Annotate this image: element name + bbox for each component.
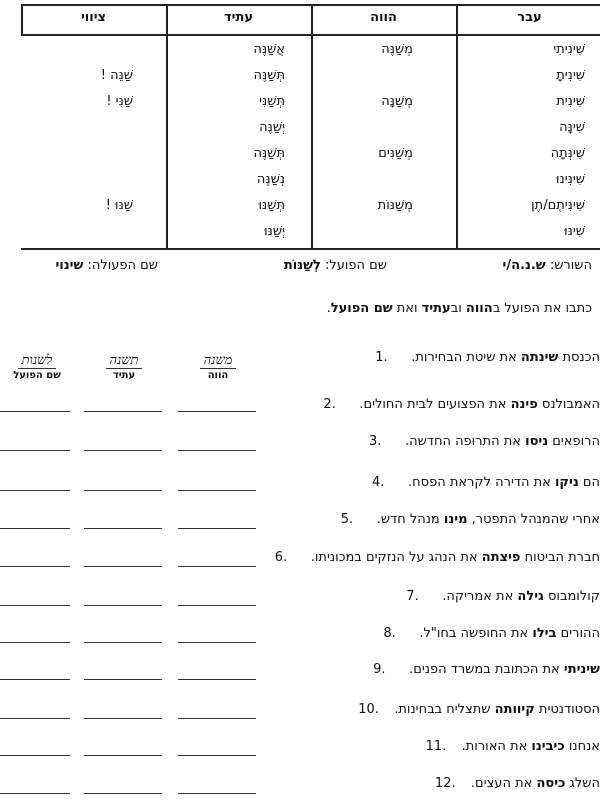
sentence-verb: מינו [443, 512, 468, 527]
imperative-cell: שַׁנֵּה ! [100, 68, 133, 83]
sentence-verb: כיבינו [531, 739, 565, 754]
future-answer-blank[interactable] [84, 718, 162, 719]
sentence-verb: כיסה [536, 776, 566, 791]
sentence [372, 475, 600, 490]
sentence-verb: פינה [510, 397, 538, 412]
future-answer-blank[interactable] [84, 490, 162, 491]
instr-text: ואת [392, 301, 422, 316]
future-cell: תְּשַׁנִּי [259, 94, 285, 109]
future-cell: אֲשַׁנֶּה [253, 42, 285, 57]
sentence-text: הם [578, 475, 600, 490]
header-future: עתיד [223, 10, 253, 25]
present-cell: מְשַׁנּוֹת [377, 198, 413, 213]
sentence-number: .6 [274, 550, 288, 565]
sentence-text: את האורות. [461, 739, 532, 754]
past-cell: שִׁינּוּ [564, 224, 585, 239]
future-answer-blank[interactable] [84, 528, 162, 529]
sentence-number: .7 [406, 589, 419, 604]
sentence-number: .12 [434, 776, 456, 791]
sentence-text: את אמריקה. [442, 589, 518, 604]
sentence [341, 512, 600, 527]
infinitive-answer-blank[interactable] [0, 605, 70, 606]
action-noun-value: שינוי [55, 258, 84, 273]
sentence-number: .2 [323, 397, 336, 412]
infinitive-column-label: שם הפועל [13, 370, 61, 381]
sentence-text: את הפצועים לבית החולים. [359, 397, 511, 412]
infinitive-answer-blank[interactable] [0, 755, 70, 756]
present-answer-blank[interactable] [178, 679, 256, 680]
sentence [275, 550, 600, 565]
instr-text: . [326, 301, 331, 316]
sentence-number: .8 [383, 626, 396, 641]
present-answer-blank[interactable] [178, 605, 256, 606]
imperative-cell: שַׁנּוּ ! [105, 198, 133, 213]
infinitive-answer-blank[interactable] [0, 642, 70, 643]
sentence [406, 589, 600, 604]
infinitive-label: שם הפועל: [324, 258, 387, 273]
sentence-text: את העצים. [470, 776, 537, 791]
header-present: הווה [370, 10, 397, 25]
future-answer-blank[interactable] [84, 450, 162, 451]
sentence [435, 776, 600, 791]
present-answer-blank[interactable] [178, 411, 256, 412]
sentence-text: הסטודנטית [534, 702, 600, 717]
sentence-verb: ניקו [554, 475, 579, 490]
root-label: השורש: [549, 258, 592, 273]
infinitive-value: לְשַׁנּוֹת [283, 258, 321, 273]
future-cell: תְּשַׁנּוּ [258, 198, 285, 213]
instr-text: וב [450, 301, 466, 316]
present-answer-blank[interactable] [178, 642, 256, 643]
infinitive-answer-blank[interactable] [0, 490, 70, 491]
sentence-text: את שיטת הבחירות. [411, 350, 521, 365]
sentence-text: את הדירה לקראת הפסח. [408, 475, 555, 490]
sentence [373, 662, 600, 677]
infinitive-answer-blank[interactable] [0, 450, 70, 451]
sentence-text: הכנסת [558, 350, 600, 365]
future-cell: תְּשַׁנֶּה [253, 146, 285, 161]
instr-bold-future: עתיד [421, 301, 451, 316]
imperative-cell: שַׁנִּי ! [106, 94, 133, 109]
past-cell: שִׁינִיתִי [553, 42, 585, 57]
sentence-text: את התרופה החדשה. [405, 434, 526, 449]
present-answer-blank[interactable] [178, 490, 256, 491]
instr-bold-present: הווה [465, 301, 493, 316]
sentence-number: .10 [358, 702, 379, 717]
present-answer-blank[interactable] [178, 566, 256, 567]
sentence-number: .9 [373, 662, 386, 677]
sentence [375, 350, 600, 365]
sentence-verb: ניסו [525, 434, 549, 449]
future-answer-blank[interactable] [84, 566, 162, 567]
infinitive-answer-blank[interactable] [0, 793, 70, 794]
past-cell: שִׁינִּיתֶם/תֶן [531, 198, 585, 213]
sentence [383, 626, 600, 641]
present-example: משנה [200, 352, 237, 369]
instr-text: כתבו את הפועל ב [492, 301, 592, 316]
sentence-text: אחרי שהמנהל התפטר, [467, 512, 600, 527]
present-answer-blank[interactable] [178, 528, 256, 529]
infinitive-answer-blank[interactable] [0, 718, 70, 719]
sentence-verb: גילה [517, 589, 544, 604]
infinitive-answer-blank[interactable] [0, 566, 70, 567]
future-answer-blank[interactable] [84, 679, 162, 680]
future-cell: תְּשַׁנֶּה [253, 68, 285, 83]
sentence-text: שתצליח בבחינות. [394, 702, 495, 717]
future-cell: נְשַׁנֶּה [256, 172, 285, 187]
present-column-label: הווה [207, 370, 229, 381]
past-cell: שִׁינִיתָ [556, 68, 585, 83]
sentence-number: .1 [375, 350, 388, 365]
sentence-text: השלג [565, 776, 600, 791]
present-cell: מְשַׁנָּה [381, 94, 413, 109]
present-answer-blank[interactable] [178, 755, 256, 756]
past-cell: שִׁינָּה [559, 120, 585, 135]
instr-bold-infinitive: שם הפועל [330, 301, 393, 316]
future-answer-blank[interactable] [84, 793, 162, 794]
present-answer-blank[interactable] [178, 793, 256, 794]
sentence-number: .5 [340, 512, 354, 527]
present-answer-blank[interactable] [178, 450, 256, 451]
sentence-text: קולומבוס [543, 589, 600, 604]
sentence [323, 397, 600, 412]
past-cell: שִׁינִּינוּ [556, 172, 585, 187]
sentence-verb: פיצתה [481, 550, 521, 565]
future-cell: יְשַׁנֶּה [259, 120, 285, 135]
future-cell: יְשַׁנּוּ [264, 224, 285, 239]
sentence [369, 434, 600, 449]
sentence-verb: קיוותה [494, 702, 535, 717]
future-answer-blank[interactable] [84, 642, 162, 643]
root-value: ש.נ.ה/י [502, 258, 546, 273]
action-noun-label: שם הפעולה: [87, 258, 158, 273]
sentence-verb: בילו [532, 626, 557, 641]
sentence-text: חברת הביטוח [520, 550, 600, 565]
sentence-number: .4 [372, 475, 385, 490]
sentence-text: את הנהג על הנזקים במכוניתו. [310, 550, 482, 565]
sentence-text: את הכתובת במשרד הפנים. [409, 662, 564, 677]
future-example: תשנה [106, 352, 143, 369]
infinitive-answer-blank[interactable] [0, 679, 70, 680]
sentence-number: .3 [369, 434, 382, 449]
sentence-text: הרופאים [548, 434, 600, 449]
sentence-text: את החופשה בחו"ל. [419, 626, 533, 641]
infinitive-answer-blank[interactable] [0, 528, 70, 529]
sentence-text: מנהל חדש. [376, 512, 444, 527]
past-cell: שִׁינִית [556, 94, 585, 109]
sentence [426, 739, 600, 754]
sentence-verb: שיניתי [563, 662, 600, 677]
future-column-label: עתיד [112, 370, 136, 381]
header-past: עבר [517, 10, 542, 25]
past-cell: שִׁינְּתָה [550, 146, 585, 161]
sentence-text: האמבולנס [537, 397, 600, 412]
future-answer-blank[interactable] [84, 605, 162, 606]
sentence-verb: שינתה [520, 350, 559, 365]
header-imperative: ציווי [80, 10, 107, 25]
infinitive-answer-blank[interactable] [0, 411, 70, 412]
present-cell: מְשַׁנִּים [378, 146, 413, 161]
sentence-number: .11 [425, 739, 447, 754]
sentence-text: ההורים [556, 626, 600, 641]
present-cell: מְשַׁנֶּה [381, 42, 413, 57]
future-answer-blank[interactable] [84, 755, 162, 756]
present-answer-blank[interactable] [178, 718, 256, 719]
sentence [358, 702, 600, 717]
infinitive-example: לשנות [18, 352, 57, 369]
sentence-text: אנחנו [564, 739, 600, 754]
future-answer-blank[interactable] [84, 411, 162, 412]
